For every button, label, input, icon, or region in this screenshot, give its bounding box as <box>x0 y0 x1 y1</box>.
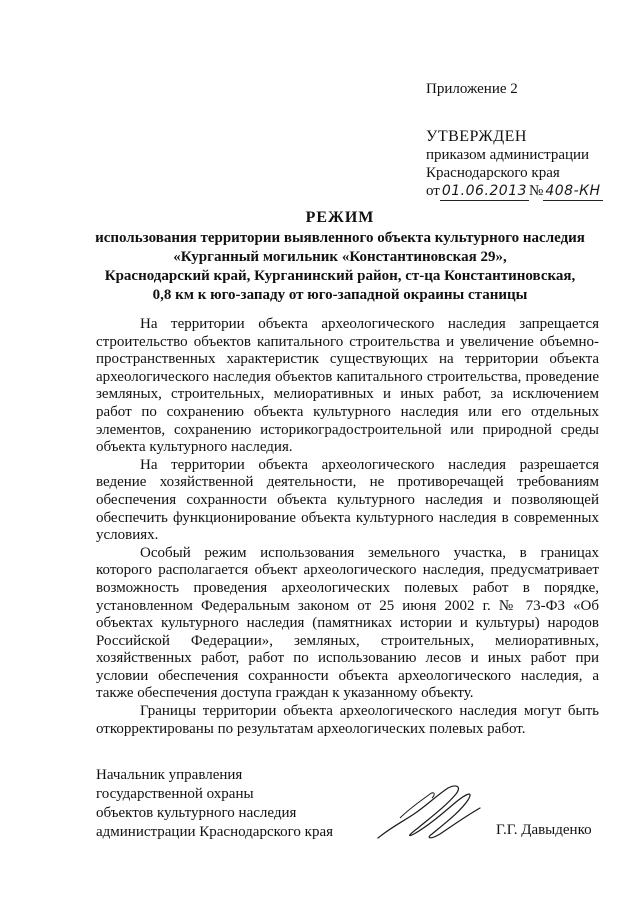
handwritten-number: 408-КН <box>545 183 601 199</box>
from-prefix: от <box>426 183 440 199</box>
document-body <box>96 316 599 738</box>
signatory-position <box>96 766 333 842</box>
approval-line-1: приказом администрации <box>426 147 590 163</box>
appendix-label: Приложение 2 <box>426 81 518 97</box>
paragraph-1: На территории объекта археологического наследия запрещается строительство объектов капитального строительства и увеличение объемно-пространственных характеристик существующих на территории объекта археологического наследия объектов капитального строительства, проведение земляных, строительных, мелиоративных и иных работ, за исключением работ по сохранению объекта культурного наследия или его отдельных элементов, сохранению историкоградостроительной или природной среды объекта культурного наследия. <box>96 316 599 456</box>
approval-line-2: Краснодарского края <box>426 165 560 181</box>
position-line-2: государственной охраны <box>96 786 254 802</box>
paragraph-4: Границы территории объекта археологического наследия могут быть откорректированы по результатам археологических полевых работ. <box>96 703 599 737</box>
title-line-4: 0,8 км к юго-западу от юго-западной окраины станицы <box>152 287 528 303</box>
handwritten-signature <box>370 778 490 848</box>
document-title <box>70 208 610 305</box>
title-line-2: «Курганный могильник «Константиновская 29», <box>173 249 507 265</box>
title-line-1: использования территории выявленного объекта культурного наследия <box>95 230 585 246</box>
position-line-1: Начальник управления <box>96 767 243 783</box>
title-heading: РЕЖИМ <box>305 209 375 226</box>
position-line-4: администрации Краснодарского края <box>96 824 334 840</box>
order-date-number <box>426 182 626 204</box>
position-line-3: объектов культурного наследия <box>96 805 297 821</box>
title-line-3: Краснодарский край, Курганинский район, ст-ца Константиновская, <box>104 268 576 284</box>
approval-block <box>426 80 626 204</box>
handwritten-date: 01.06.2013 <box>441 183 528 199</box>
paragraph-3: Особый режим использования земельного участка, в границах которого располагается объект археологического наследия, предусматривает возможность проведения археологических полевых работ в порядке, установленном Федеральным законом от 25 июня 2002 г. № 73-ФЗ «Об объектах культурного наследия (памятниках истории и культуры) народов Российской Федерации», земляных, строительных, мелиоративных, хозяйственных работ, работ по использованию лесов и иных работ при условии обеспечения сохранности объекта археологического наследия, а также обеспечения доступа граждан к указанному объекту. <box>96 544 599 702</box>
number-sign: № <box>529 183 544 199</box>
paragraph-2: На территории объекта археологического наследия разрешается ведение хозяйственной деятельности, не противоречащей требованиям обеспечения сохранности объекта культурного наследия и позволяющей обеспечить функционирование объекта культурного наследия в современных условиях. <box>96 456 599 544</box>
approved-label: УТВЕРЖДЕН <box>426 128 527 145</box>
signatory-name: Г.Г. Давыденко <box>496 822 592 838</box>
